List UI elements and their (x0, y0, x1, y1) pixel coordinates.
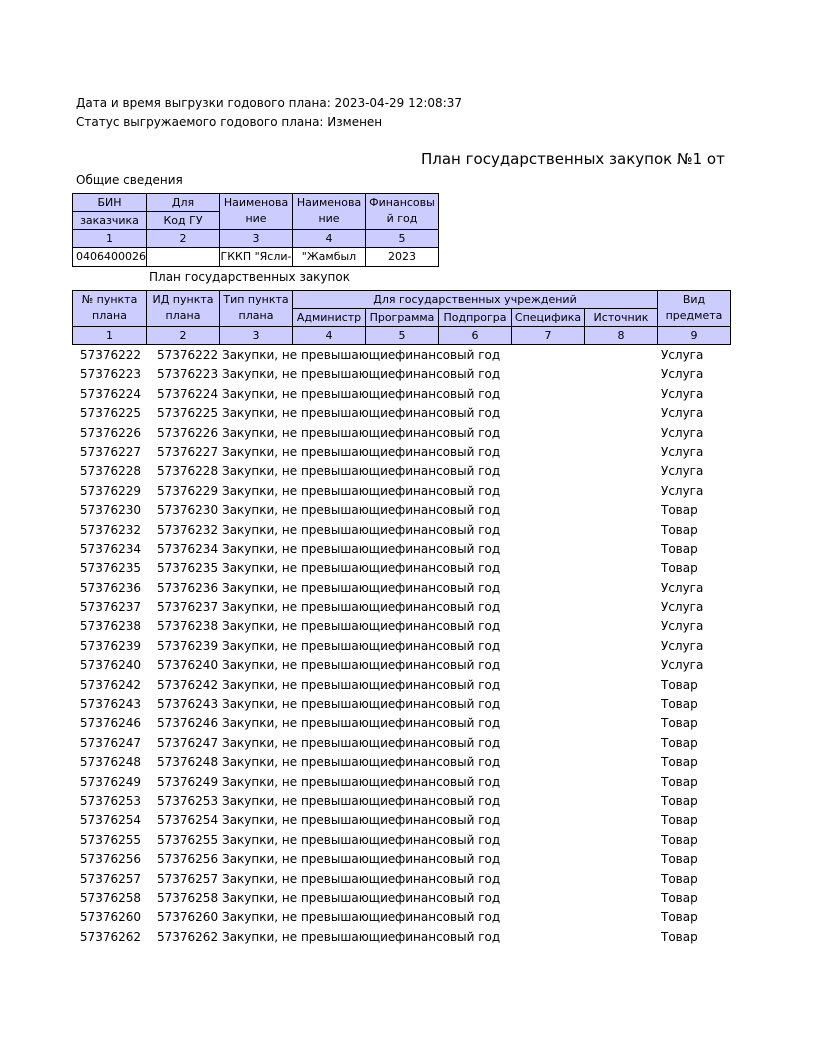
subject-type-cell: Товар (661, 541, 698, 556)
plan-number-cell: 57376224 (79, 386, 141, 401)
plan-id-cell: 57376239 (157, 638, 219, 653)
subject-type-cell: Товар (661, 755, 698, 770)
subject-type-cell: Товар (661, 852, 698, 867)
plan-type-cell: Закупки, не превышающие (222, 677, 396, 692)
plan-number-cell: 57376262 (79, 929, 141, 944)
plan-type-cell: Закупки, не превышающие (222, 793, 396, 808)
col-number: 1 (73, 230, 147, 248)
fin-year-cell: финансовый год (395, 929, 501, 944)
subject-type-cell: Услуга (661, 619, 704, 634)
plan-id-cell: 57376223 (157, 367, 219, 382)
plan-type-cell: Закупки, не превышающие (222, 580, 396, 595)
plan-number-cell: 57376253 (79, 793, 141, 808)
plan-id-cell: 57376253 (157, 793, 219, 808)
plan-type-cell: Закупки, не превышающие (222, 890, 396, 905)
col-header-name-2: Наименова ние (293, 194, 366, 230)
plan-number-cell: 57376240 (79, 658, 141, 673)
col-header-subprogram: Подпрогра (439, 309, 512, 327)
fin-year-cell: финансовый год (395, 425, 501, 440)
fin-year-cell: финансовый год (395, 890, 501, 905)
fin-year-cell: финансовый год (395, 871, 501, 886)
plan-number-cell: 57376236 (79, 580, 141, 595)
col-header-group-gov: Для государственных учреждений (293, 291, 658, 309)
subject-type-cell: Услуга (661, 348, 704, 362)
plan-section-label: План государственных закупок (149, 270, 350, 284)
fin-year-cell: финансовый год (395, 464, 501, 479)
col-number: 4 (293, 230, 366, 248)
plan-id-cell: 57376247 (157, 735, 219, 750)
plan-id-cell: 57376257 (157, 871, 219, 886)
plan-type-cell: Закупки, не превышающие (222, 832, 396, 847)
subject-type-cell: Услуга (661, 367, 704, 382)
subject-type-cell: Услуга (661, 638, 704, 653)
subject-type-cell: Товар (661, 677, 698, 692)
plan-number-cell: 57376256 (79, 852, 141, 867)
plan-id-cell: 57376254 (157, 813, 219, 828)
fin-year-cell: финансовый год (395, 677, 501, 692)
col-number: 2 (147, 327, 220, 345)
plan-type-cell: Закупки, не превышающие (222, 619, 396, 634)
general-info-table (72, 193, 439, 267)
plan-number-cell: 57376248 (79, 755, 141, 770)
fin-year-cell: финансовый год (395, 658, 501, 673)
name-value-1: ГККП "Ясли- (220, 248, 293, 267)
fin-year-cell: финансовый год (395, 406, 501, 421)
plan-type-cell: Закупки, не превышающие (222, 871, 396, 886)
plan-id-cell: 57376230 (157, 503, 219, 518)
plan-id-cell: 57376226 (157, 425, 219, 440)
gu-code-value (147, 248, 220, 267)
subject-type-cell: Услуга (661, 658, 704, 673)
plan-number-cell: 57376247 (79, 735, 141, 750)
fin-year-value: 2023 (366, 248, 439, 267)
fin-year-cell: финансовый год (395, 755, 501, 770)
plan-number-cell: 57376238 (79, 619, 141, 634)
col-number: 5 (366, 230, 439, 248)
plan-type-cell: Закупки, не превышающие (222, 716, 396, 731)
plan-type-cell: Закупки, не превышающие (222, 464, 396, 479)
fin-year-cell: финансовый год (395, 638, 501, 653)
subject-type-cell: Товар (661, 503, 698, 518)
plan-type-cell: Закупки, не превышающие (222, 503, 396, 518)
fin-year-cell: финансовый год (395, 832, 501, 847)
fin-year-cell: финансовый год (395, 483, 501, 498)
plan-type-cell: Закупки, не превышающие (222, 755, 396, 770)
plan-id-cell: 57376234 (157, 541, 219, 556)
plan-number-cell: 57376255 (79, 832, 141, 847)
plan-id-cell: 57376246 (157, 716, 219, 731)
subject-type-cell: Услуга (661, 425, 704, 440)
subject-type-cell: Товар (661, 774, 698, 789)
fin-year-cell: финансовый год (395, 697, 501, 712)
plan-id-cell: 57376249 (157, 774, 219, 789)
plan-id-cell: 57376238 (157, 619, 219, 634)
plan-number-cell: 57376229 (79, 483, 141, 498)
plan-type-cell: Закупки, не превышающие (222, 658, 396, 673)
subject-type-cell: Услуга (661, 444, 704, 459)
col-header-plan-id: ИД пункта плана (147, 291, 220, 327)
col-number: 1 (73, 327, 147, 345)
fin-year-cell: финансовый год (395, 910, 501, 925)
plan-id-cell: 57376225 (157, 406, 219, 421)
plan-id-cell: 57376227 (157, 444, 219, 459)
subject-type-cell: Товар (661, 890, 698, 905)
col-header-admin: Администр (293, 309, 366, 327)
fin-year-cell: финансовый год (395, 561, 501, 576)
subject-type-cell: Товар (661, 793, 698, 808)
subject-type-cell: Товар (661, 522, 698, 537)
plan-type-cell: Закупки, не превышающие (222, 600, 396, 615)
plan-id-cell: 57376256 (157, 852, 219, 867)
plan-number-cell: 57376232 (79, 522, 141, 537)
plan-number-cell: 57376227 (79, 444, 141, 459)
col-number: 8 (585, 327, 658, 345)
subject-type-cell: Услуга (661, 483, 704, 498)
plan-number-cell: 57376260 (79, 910, 141, 925)
bin-value: 0406400026 (73, 248, 147, 267)
col-number: 3 (220, 327, 293, 345)
fin-year-cell: финансовый год (395, 716, 501, 731)
plan-id-cell: 57376229 (157, 483, 219, 498)
col-header-specific: Специфика (512, 309, 585, 327)
plan-number-cell: 57376234 (79, 541, 141, 556)
col-header-subject-type: Вид предмета (658, 291, 731, 327)
fin-year-cell: финансовый год (395, 813, 501, 828)
plan-id-cell: 57376255 (157, 832, 219, 847)
plan-type-cell: Закупки, не превышающие (222, 774, 396, 789)
plan-id-cell: 57376262 (157, 929, 219, 944)
plan-type-cell: Закупки, не превышающие (222, 348, 396, 362)
plan-id-cell: 57376237 (157, 600, 219, 615)
plan-number-cell: 57376258 (79, 890, 141, 905)
fin-year-cell: финансовый год (395, 774, 501, 789)
plan-type-cell: Закупки, не превышающие (222, 638, 396, 653)
subject-type-cell: Услуга (661, 406, 704, 421)
plan-status: Статус выгружаемого годового плана: Изменен (76, 115, 383, 129)
plan-type-cell: Закупки, не превышающие (222, 697, 396, 712)
plan-number-cell: 57376257 (79, 871, 141, 886)
plan-type-cell: Закупки, не превышающие (222, 929, 396, 944)
col-header-gu-code: Код ГУ (147, 212, 220, 230)
plan-type-cell: Закупки, не превышающие (222, 852, 396, 867)
col-header-plan-type: Тип пункта плана (220, 291, 293, 327)
plan-table-header (72, 290, 731, 345)
plan-type-cell: Закупки, не превышающие (222, 541, 396, 556)
col-header-program: Программа (366, 309, 439, 327)
plan-number-cell: 57376225 (79, 406, 141, 421)
col-number: 6 (439, 327, 512, 345)
col-header-source: Источник (585, 309, 658, 327)
page-title: План государственных закупок №1 от (421, 150, 725, 168)
fin-year-cell: финансовый год (395, 541, 501, 556)
fin-year-cell: финансовый год (395, 386, 501, 401)
fin-year-cell: финансовый год (395, 852, 501, 867)
subject-type-cell: Услуга (661, 386, 704, 401)
fin-year-cell: финансовый год (395, 793, 501, 808)
subject-type-cell: Товар (661, 871, 698, 886)
fin-year-cell: финансовый год (395, 580, 501, 595)
fin-year-cell: финансовый год (395, 735, 501, 750)
name-value-2: "Жамбыл (293, 248, 366, 267)
fin-year-cell: финансовый год (395, 522, 501, 537)
plan-number-cell: 57376223 (79, 367, 141, 382)
plan-id-cell: 57376236 (157, 580, 219, 595)
plan-number-cell: 57376222 (79, 348, 141, 362)
col-header-name-1: Наименова ние (220, 194, 293, 230)
plan-type-cell: Закупки, не превышающие (222, 522, 396, 537)
plan-type-cell: Закупки, не превышающие (222, 561, 396, 576)
subject-type-cell: Товар (661, 813, 698, 828)
fin-year-cell: финансовый год (395, 444, 501, 459)
plan-number-cell: 57376235 (79, 561, 141, 576)
col-number: 3 (220, 230, 293, 248)
plan-number-cell: 57376228 (79, 464, 141, 479)
fin-year-cell: финансовый год (395, 600, 501, 615)
col-header-bin-bottom: заказчика (73, 212, 147, 230)
plan-type-cell: Закупки, не превышающие (222, 444, 396, 459)
plan-id-cell: 57376228 (157, 464, 219, 479)
plan-id-cell: 57376242 (157, 677, 219, 692)
col-number: 9 (658, 327, 731, 345)
subject-type-cell: Товар (661, 910, 698, 925)
fin-year-cell: финансовый год (395, 367, 501, 382)
col-number: 4 (293, 327, 366, 345)
plan-type-cell: Закупки, не превышающие (222, 813, 396, 828)
plan-number-cell: 57376254 (79, 813, 141, 828)
plan-id-cell: 57376224 (157, 386, 219, 401)
plan-id-cell: 57376240 (157, 658, 219, 673)
plan-number-cell: 57376237 (79, 600, 141, 615)
plan-type-cell: Закупки, не превышающие (222, 483, 396, 498)
subject-type-cell: Товар (661, 697, 698, 712)
plan-id-cell: 57376258 (157, 890, 219, 905)
subject-type-cell: Товар (661, 929, 698, 944)
subject-type-cell: Услуга (661, 464, 704, 479)
subject-type-cell: Товар (661, 832, 698, 847)
plan-id-cell: 57376243 (157, 697, 219, 712)
fin-year-cell: финансовый год (395, 619, 501, 634)
plan-number-cell: 57376243 (79, 697, 141, 712)
plan-number-cell: 57376242 (79, 677, 141, 692)
subject-type-cell: Товар (661, 716, 698, 731)
general-section-label: Общие сведения (76, 173, 183, 187)
fin-year-cell: финансовый год (395, 503, 501, 518)
subject-type-cell: Услуга (661, 580, 704, 595)
plan-number-cell: 57376230 (79, 503, 141, 518)
plan-id-cell: 57376248 (157, 755, 219, 770)
plan-id-cell: 57376260 (157, 910, 219, 925)
plan-number-cell: 57376239 (79, 638, 141, 653)
plan-type-cell: Закупки, не превышающие (222, 425, 396, 440)
plan-id-cell: 57376232 (157, 522, 219, 537)
fin-year-cell: финансовый год (395, 348, 501, 362)
plan-number-cell: 57376226 (79, 425, 141, 440)
plan-id-cell: 57376222 (157, 348, 219, 362)
export-datetime: Дата и время выгрузки годового плана: 2023-04-29 12:08:37 (76, 96, 463, 110)
plan-type-cell: Закупки, не превышающие (222, 406, 396, 421)
col-header-bin-top: БИН (73, 194, 147, 212)
subject-type-cell: Услуга (661, 600, 704, 615)
col-header-fin-year: Финансовы й год (366, 194, 439, 230)
subject-type-cell: Товар (661, 735, 698, 750)
col-number: 2 (147, 230, 220, 248)
col-header-for-top: Для (147, 194, 220, 212)
col-number: 5 (366, 327, 439, 345)
subject-type-cell: Товар (661, 561, 698, 576)
plan-type-cell: Закупки, не превышающие (222, 735, 396, 750)
col-header-plan-number: № пункта плана (73, 291, 147, 327)
plan-id-cell: 57376235 (157, 561, 219, 576)
plan-number-cell: 57376249 (79, 774, 141, 789)
plan-number-cell: 57376246 (79, 716, 141, 731)
plan-type-cell: Закупки, не превышающие (222, 386, 396, 401)
plan-type-cell: Закупки, не превышающие (222, 910, 396, 925)
col-number: 7 (512, 327, 585, 345)
plan-type-cell: Закупки, не превышающие (222, 367, 396, 382)
